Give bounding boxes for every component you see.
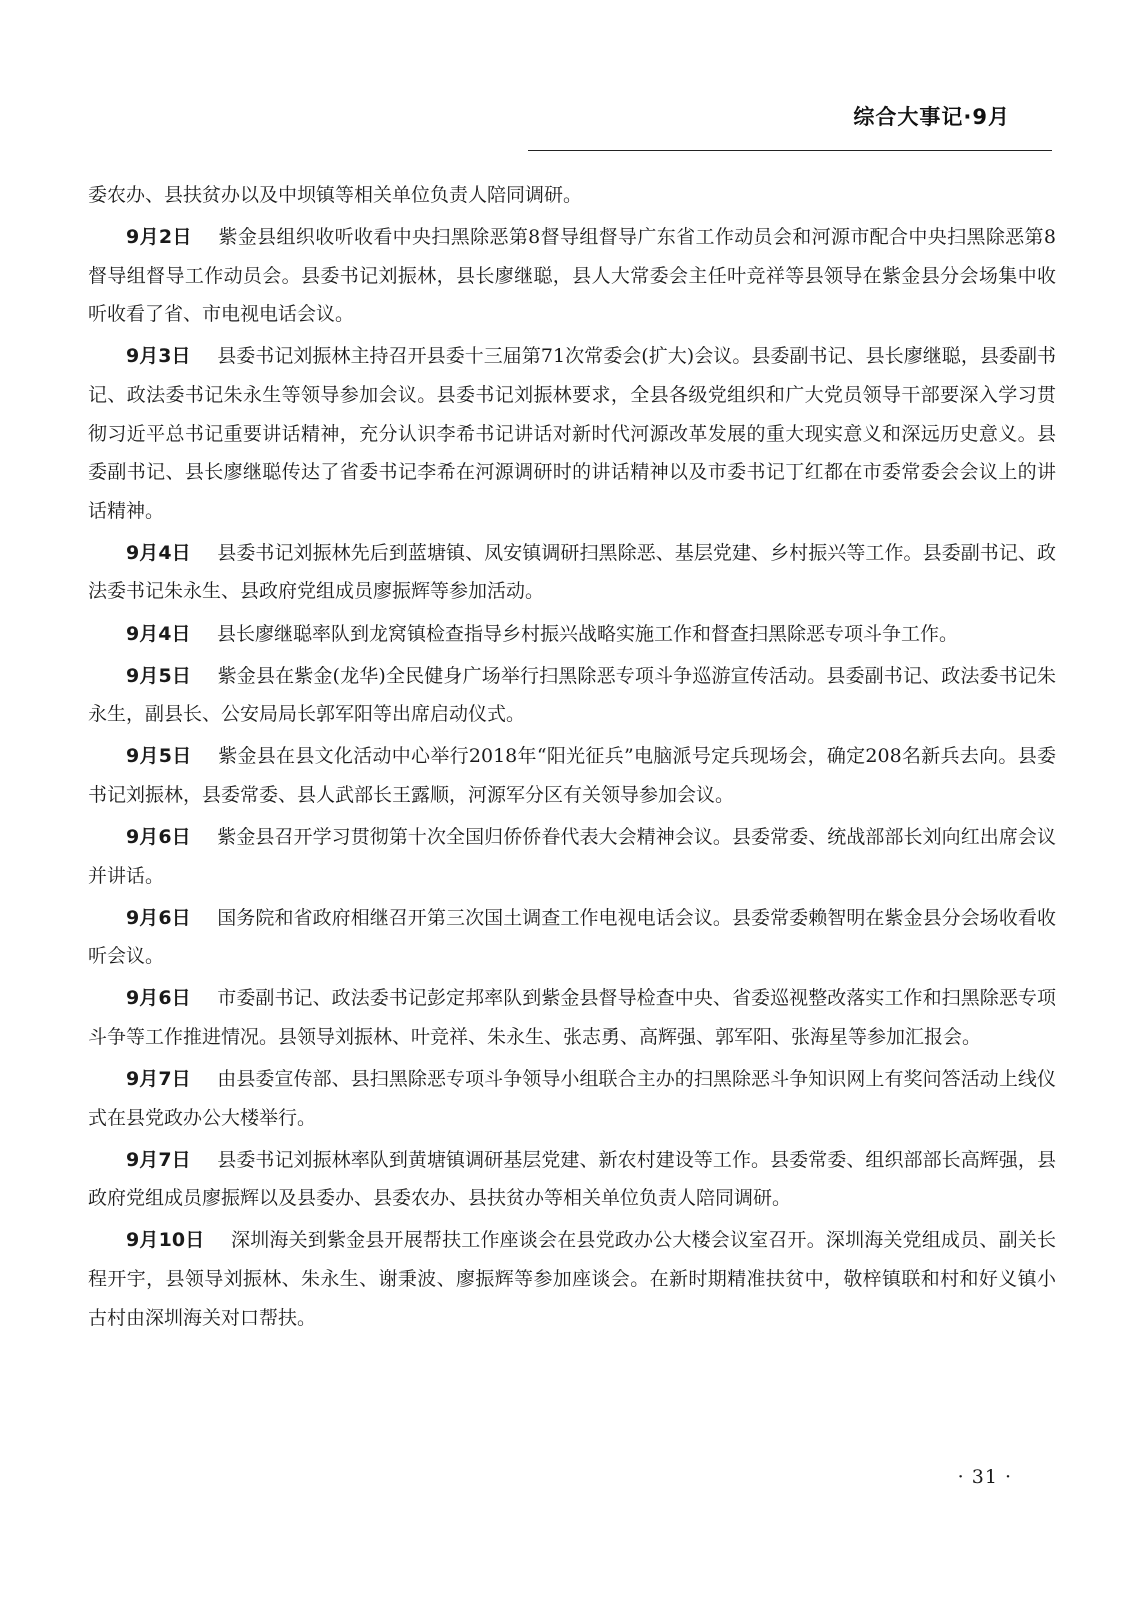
event-text: 紫金县在紫金(龙华)全民健身广场举行扫黑除恶专项斗争巡游宣传活动。县委副书记、政法委书记朱永生，副县长、公安局局长郭军阳等出席启动仪式。 (88, 664, 1056, 726)
event-text: 县委书记刘振林主持召开县委十三届第71次常委会(扩大)会议。县委副书记、县长廖继聪，县委副书记、政法委书记朱永生等领导参加会议。县委书记刘振林要求，全县各级党组织和广大党员领导干部要深入学习贯彻习近平总书记重要讲话精神，充分认识李希书记讲话对新时代河源改革发展的重大现实意义和深远历史意义。县委副书记、县长廖继聪传达了省委书记李希在河源调研时的讲话精神以及市委书记丁红都在市委常委会会议上的讲话精神。 (88, 345, 1056, 522)
event-date: 9月6日 (126, 906, 191, 929)
event-date: 9月5日 (126, 664, 192, 687)
page-number: · 31 · (957, 1466, 1012, 1488)
event-entry (88, 337, 1056, 530)
event-text: 市委副书记、政法委书记彭定邦率队到紫金县督导检查中央、省委巡视整改落实工作和扫黑除恶专项斗争等工作推进情况。县领导刘振林、叶竞祥、朱永生、张志勇、高辉强、郭军阳、张海星等参加汇报会。 (88, 987, 1056, 1048)
running-header: 综合大事记·9月 (853, 105, 1010, 129)
event-date: 9月4日 (126, 541, 191, 564)
event-text: 由县委宣传部、县扫黑除恶专项斗争领导小组联合主办的扫黑除恶斗争知识网上有奖问答活动上线仪式在县党政办公大楼举行。 (88, 1068, 1056, 1129)
event-entry (88, 737, 1056, 814)
event-text: 紫金县在县文化活动中心举行2018年“阳光征兵”电脑派号定兵现场会，确定208名新兵去向。县委书记刘振林，县委常委、县人武部长王露顺，河源军分区有关领导参加会议。 (88, 745, 1056, 806)
header-rule (528, 150, 1052, 151)
event-date: 9月4日 (126, 622, 191, 645)
event-date: 9月7日 (126, 1068, 191, 1091)
event-text: 县委书记刘振林率队到黄塘镇调研基层党建、新农村建设等工作。县委常委、组织部部长高辉强，县政府党组成员廖振辉以及县委办、县委农办、县扶贫办等相关单位负责人陪同调研。 (88, 1148, 1056, 1210)
event-date: 9月6日 (126, 987, 191, 1010)
event-text: 紫金县组织收听收看中央扫黑除恶第8督导组督导广东省工作动员会和河源市配合中央扫黑除恶第8督导组督导工作动员会。县委书记刘振林，县长廖继聪，县人大常委会主任叶竞祥等县领导在紫金县分会场集中收听收看了省、市电视电话会议。 (88, 226, 1056, 326)
event-entry (88, 615, 1056, 654)
event-entry (88, 218, 1056, 334)
event-date: 9月3日 (126, 345, 191, 368)
event-entry (88, 1060, 1056, 1137)
event-text: 县委书记刘振林先后到蓝塘镇、凤安镇调研扫黑除恶、基层党建、乡村振兴等工作。县委副书记、政法委书记朱永生、县政府党组成员廖振辉等参加活动。 (88, 541, 1056, 603)
event-entry (88, 979, 1056, 1056)
event-text: 国务院和省政府相继召开第三次国土调查工作电视电话会议。县委常委赖智明在紫金县分会场收看收听会议。 (88, 906, 1056, 968)
event-entry (88, 1141, 1056, 1218)
continuation-paragraph: 委农办、县扶贫办以及中坝镇等相关单位负责人陪同调研。 (88, 184, 583, 206)
event-entry (88, 534, 1056, 611)
event-date: 9月7日 (126, 1148, 191, 1171)
event-date: 9月10日 (126, 1229, 205, 1252)
event-text: 深圳海关到紫金县开展帮扶工作座谈会在县党政办公大楼会议室召开。深圳海关党组成员、副关长程开宇，县领导刘振林、朱永生、谢秉波、廖振辉等参加座谈会。在新时期精准扶贫中，敬梓镇联和村和好义镇小古村由深圳海关对口帮扶。 (88, 1229, 1056, 1329)
event-entry (88, 899, 1056, 976)
event-date: 9月6日 (126, 826, 191, 848)
page-body (88, 176, 1056, 1341)
event-entry (88, 657, 1056, 734)
event-entry (88, 1221, 1056, 1337)
event-date: 9月5日 (126, 745, 192, 768)
event-text: 县长廖继聪率队到龙窝镇检查指导乡村振兴战略实施工作和督查扫黑除恶专项斗争工作。 (217, 622, 959, 645)
event-date: 9月2日 (126, 226, 192, 249)
event-text: 紫金县召开学习贯彻第十次全国归侨侨眷代表大会精神会议。县委常委、统战部部长刘向红出席会议并讲话。 (88, 826, 1056, 887)
event-entry (88, 818, 1056, 895)
